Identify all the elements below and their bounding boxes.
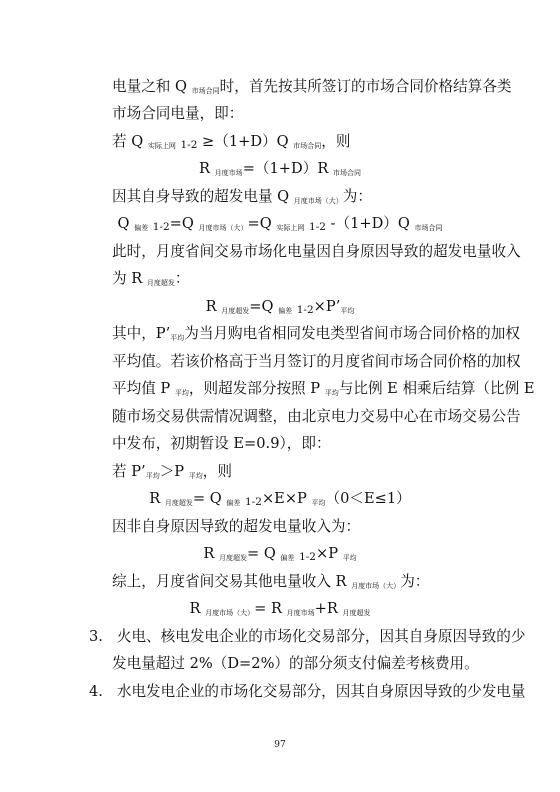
paragraph-line: 随市场交易供需情况调整，由北京电力交易中心在市场交易公告 [112,408,521,425]
paragraph-line: 若 Q 实际上网 1-2 ≥（1+D）Q 市场合同，则 [112,133,351,151]
paragraph-line: 其中，P’平均为当月购电省相同发电类型省间市场合同价格的加权 [112,325,520,342]
paragraph-line: 市场合同电量，即： [112,105,244,122]
formula-line: R 月度超发= Q 偏差 1-2×P 平均 [203,545,357,563]
paragraph-line: 若 P’平均＞P 平均，则 [112,463,232,480]
paragraph-line: 因非自身原因导致的超发电量收入为： [112,518,361,535]
list-text: 火电、核电发电企业的市场化交易部分，因其自身原因导致的少 [116,628,526,645]
list-number: 4. [89,683,103,700]
paragraph-line: 综上，月度省间交易其他电量收入 R 月度市场（大）为： [112,573,430,590]
paragraph-line: 电量之和 Q 市场合同时，首先按其所签订的市场合同价格结算各类 [112,78,512,95]
list-item [89,683,526,701]
formula-line: R 月度超发=Q 偏差 1-2×P’平均 [205,298,355,316]
formula-line: Q 偏差 1-2=Q 月度市场（大）=Q 实际上网 1-2 -（1+D）Q 市场合同 [117,215,443,233]
list-text: 水电发电企业的市场化交易部分，因其自身原因导致的少发电量 [116,683,526,700]
list-item [89,628,526,646]
paragraph-line: 平均值。若该价格高于当月签订的月度省间市场合同价格的加权 [112,353,521,370]
page-number: 97 [274,740,286,750]
list-number: 3. [89,628,103,645]
formula-line: R 月度市场=（1+D）R 市场合同 [199,160,361,177]
paragraph-line: 此时，月度省间交易市场化电量因自身原因导致的超发电量收入 [112,243,521,260]
paragraph-line: 平均值 P 平均，则超发部分按照 P 平均与比例 E 相乘后结算（比例 E [112,380,535,397]
paragraph-line: 中发布，初期暂设 E=0.9），即： [112,435,331,452]
paragraph-line: 因其自身导致的超发电量 Q 月度市场（大）为： [112,188,372,205]
formula-line: R 月度超发= Q 偏差 1-2×E×P 平均（0＜E≤1） [149,490,411,508]
formula-line: R 月度市场（大）= R 月度市场+R 月度超发 [189,600,371,617]
list-item-continuation: 发电量超过 2%（D=2%）的部分须支付偏差考核费用。 [112,655,479,672]
paragraph-line: 为 R 月度超发： [112,270,190,287]
